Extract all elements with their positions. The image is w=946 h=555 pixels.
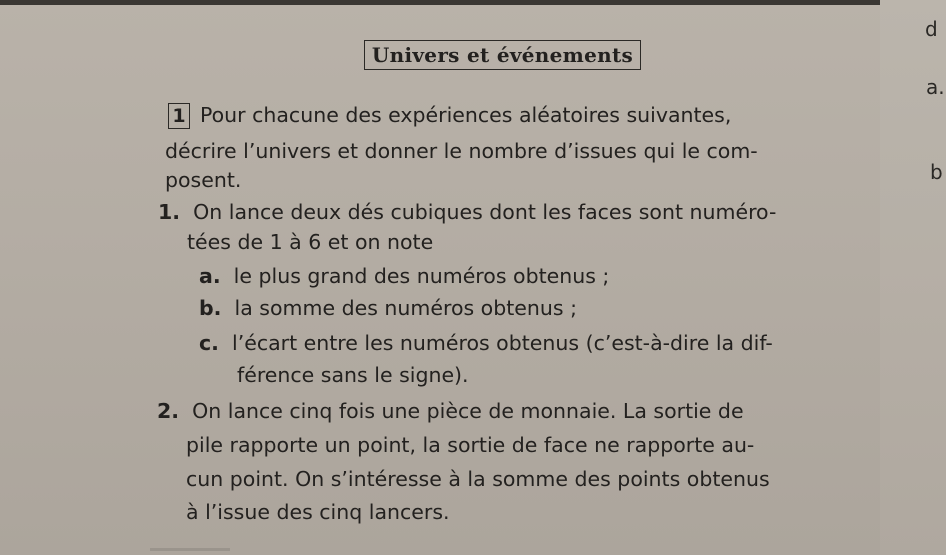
bottom-edge-mark (150, 548, 230, 551)
margin-fragment-b: b (930, 160, 943, 184)
margin-fragment-d: d (925, 17, 938, 41)
item-1-line-1: 1. On lance deux dés cubiques dont les faces sont numéro- (158, 200, 777, 224)
exercise-intro-line-1: 1 Pour chacune des expériences aléatoires suivantes, (168, 103, 731, 129)
item-1a: a. le plus grand des numéros obtenus ; (199, 264, 610, 288)
sub-letter: c. (199, 331, 219, 355)
item-1c-line-2: férence sans le signe). (237, 363, 469, 387)
margin-fragment-a: a. (926, 75, 945, 99)
item-2-line-1: 2. On lance cinq fois une pièce de monnaie. La sortie de (157, 399, 744, 423)
item-2-line-3: cun point. On s’intéresse à la somme des points obtenus (186, 467, 770, 491)
item-1-line-2: tées de 1 à 6 et on note (187, 230, 434, 254)
item-1c-line-1: c. l’écart entre les numéros obtenus (c’est-à-dire la dif- (199, 331, 773, 355)
top-rule (0, 0, 880, 5)
exercise-intro-line-3: posent. (165, 168, 242, 192)
sub-letter: b. (199, 296, 222, 320)
section-heading: Univers et événements (364, 40, 641, 70)
item-number: 2. (157, 399, 180, 423)
item-2-line-2: pile rapporte un point, la sortie de face ne rapporte au- (186, 433, 755, 457)
item-2-line-4: à l’issue des cinq lancers. (186, 500, 450, 524)
exercise-intro-line-2: décrire l’univers et donner le nombre d’issues qui le com- (165, 139, 758, 163)
exercise-number: 1 (168, 103, 190, 129)
item-1b: b. la somme des numéros obtenus ; (199, 296, 577, 320)
sub-letter: a. (199, 264, 221, 288)
item-number: 1. (158, 200, 181, 224)
